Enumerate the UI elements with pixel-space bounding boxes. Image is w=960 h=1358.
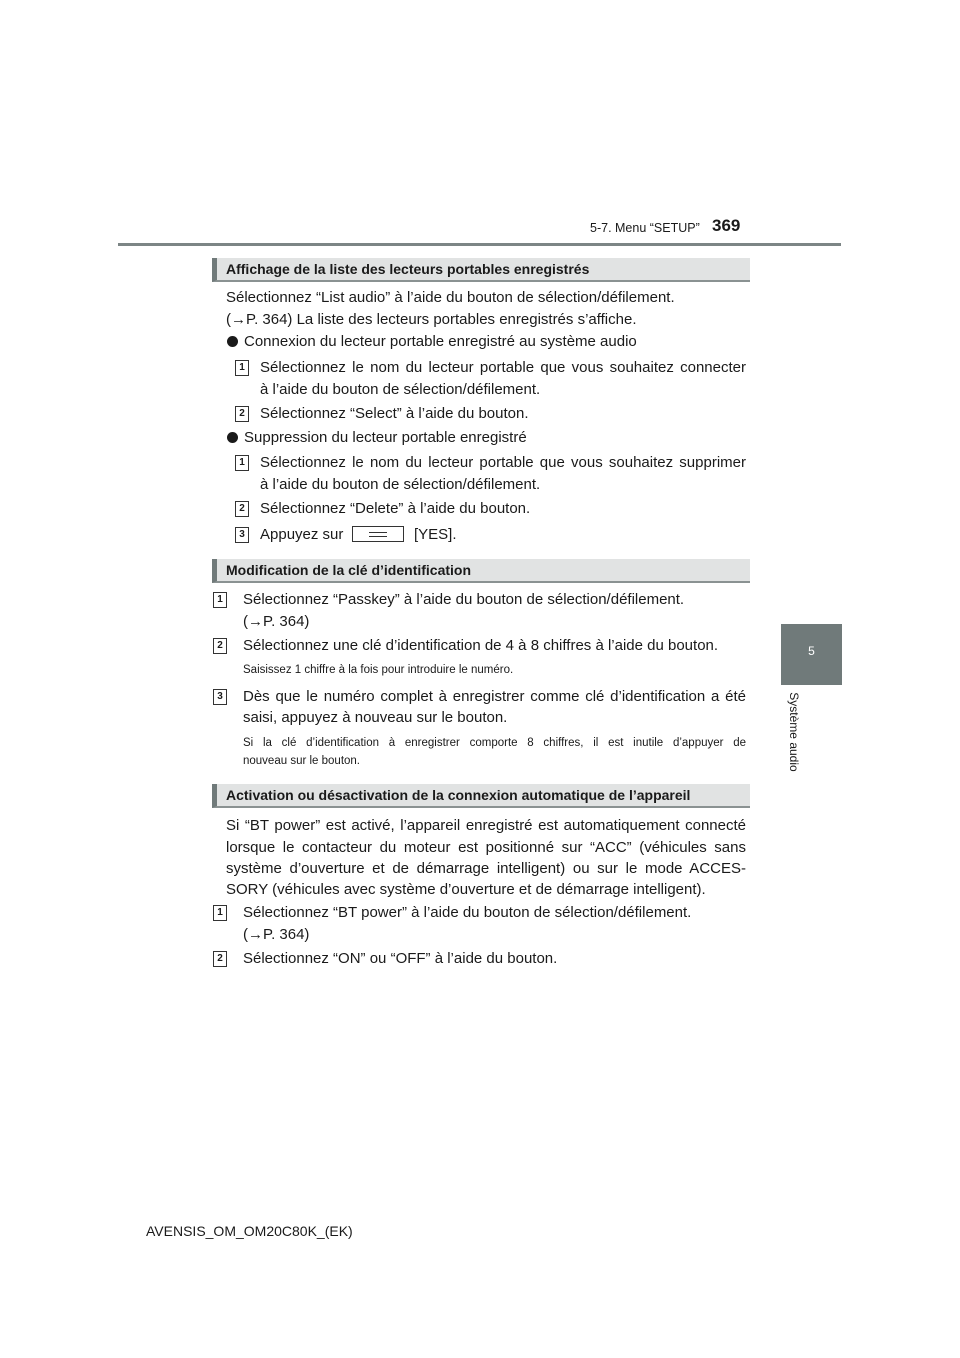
page-number: 369 <box>712 216 741 235</box>
step-text: [YES]. <box>414 526 457 543</box>
step-number-badge: 1 <box>213 592 227 608</box>
group-title: Suppression du lecteur portable enregistré <box>244 429 527 446</box>
step-text: Sélectionnez “BT power” à l’aide du bouton de sélection/défilement. <box>243 904 692 921</box>
step-number-badge: 3 <box>235 527 249 543</box>
step-text: (→P. 364) <box>243 926 310 943</box>
step-text: Sélectionnez “Passkey” à l’aide du bouton de sélection/défilement. <box>243 591 685 608</box>
intro-line: Sélectionnez “List audio” à l’aide du bouton de sélection/défilement. <box>226 289 675 306</box>
step-number-badge: 1 <box>235 455 249 471</box>
step-number-badge: 2 <box>213 638 227 654</box>
step-text: Sélectionnez “Select” à l’aide du bouton. <box>260 405 529 422</box>
step-text: (→P. 364) <box>243 613 310 630</box>
side-tab-number-block <box>781 624 842 685</box>
step-text: Sélectionnez “ON” ou “OFF” à l’aide du bouton. <box>243 950 558 967</box>
step-text: à l’aide du bouton de sélection/défilement. <box>260 476 541 493</box>
intro-line: (→P. 364) La liste des lecteurs portables enregistrés s’affiche. <box>226 311 637 328</box>
doc-code: AVENSIS_OM_OM20C80K_(EK) <box>146 1223 353 1239</box>
hang-up-button-icon <box>352 526 404 542</box>
step-text: saisi, appuyez à nouveau sur le bouton. <box>243 709 508 726</box>
intro-line: lorsque le contacteur du moteur est positionné sur “ACC” (véhicules sans <box>226 839 746 856</box>
section-title: Affichage de la liste des lecteurs portables enregistrés <box>212 258 750 282</box>
step-number-badge: 2 <box>235 406 249 422</box>
group-title: Connexion du lecteur portable enregistré au système audio <box>244 333 637 350</box>
step-note: nouveau sur le bouton. <box>243 755 361 767</box>
intro-line: SORY (véhicules avec système d’ouverture et de démarrage intelligent). <box>226 881 706 898</box>
side-tab-number: 5 <box>808 644 815 658</box>
step-number-badge: 1 <box>213 905 227 921</box>
step-number-badge: 3 <box>213 689 227 705</box>
step-note: Saisissez 1 chiffre à la fois pour introduire le numéro. <box>243 664 514 676</box>
step-note: Si la clé d’identification à enregistrer comporte 8 chiffres, il est inutile d’appuyer de <box>243 737 746 749</box>
intro-line: Si “BT power” est activé, l’appareil enregistré est automatiquement connecté <box>226 817 746 834</box>
bullet-icon <box>227 336 238 347</box>
step-number-badge: 2 <box>235 501 249 517</box>
step-number-badge: 1 <box>235 360 249 376</box>
section-title: Modification de la clé d’identification <box>212 559 750 583</box>
step-text: Appuyez sur <box>260 526 344 543</box>
step-text: Sélectionnez le nom du lecteur portable que vous souhaitez connecter <box>260 359 746 376</box>
header-rule <box>118 243 841 246</box>
step-number-badge: 2 <box>213 951 227 967</box>
step-text: Sélectionnez “Delete” à l’aide du bouton. <box>260 500 531 517</box>
step-text: Dès que le numéro complet à enregistrer comme clé d’identification a été <box>243 688 746 705</box>
side-tab-label: Système audio <box>787 692 801 772</box>
bullet-icon <box>227 432 238 443</box>
section-title: Activation ou désactivation de la connexion automatique de l’appareil <box>212 784 750 808</box>
intro-line: système d’ouverture et de démarrage intelligent) ou sur le mode ACCES- <box>226 860 746 877</box>
step-text: Sélectionnez une clé d’identification de 4 à 8 chiffres à l’aide du bouton. <box>243 637 719 654</box>
step-text: à l’aide du bouton de sélection/défilement. <box>260 381 541 398</box>
chapter-title: 5-7. Menu “SETUP” <box>590 221 700 235</box>
step-text: Sélectionnez le nom du lecteur portable que vous souhaitez supprimer <box>260 454 746 471</box>
